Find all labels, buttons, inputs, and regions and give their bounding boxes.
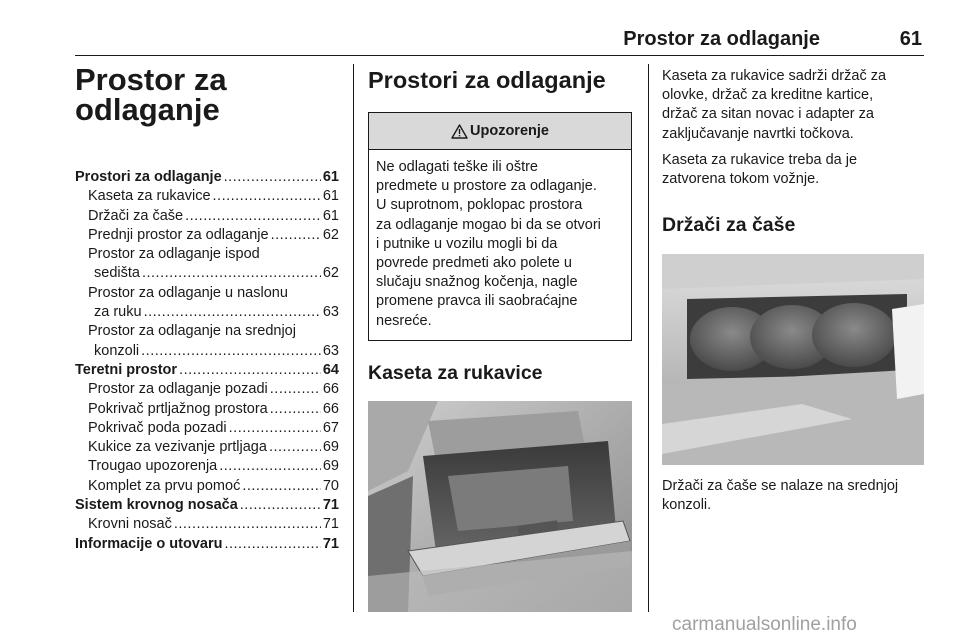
toc-entry-label: Prostori za odlaganje bbox=[75, 169, 222, 185]
toc-leader-dots bbox=[270, 381, 321, 397]
toc-leader-dots bbox=[174, 516, 321, 532]
toc-entry-label: sedišta bbox=[94, 265, 140, 282]
text-line: Kaseta za rukavice sadrži držač za bbox=[662, 68, 887, 84]
toc-entry-label: Prednji prostor za odlaganje bbox=[88, 226, 269, 243]
warning-label: Upozorenje bbox=[470, 123, 549, 139]
toc-leader-dots bbox=[219, 458, 321, 474]
watermark: carmanualsonline.info bbox=[672, 614, 857, 635]
toc-leader-dots bbox=[229, 420, 321, 436]
warning-text-line: U suprotnom, poklopac prostora bbox=[376, 197, 583, 214]
text-line: zaključavanje navrtki točkova. bbox=[662, 125, 854, 142]
toc-entry-page: 66 bbox=[322, 400, 339, 417]
toc-entry-label: Pokrivač prtljažnog prostora bbox=[88, 400, 268, 417]
toc-leader-dots bbox=[240, 497, 321, 513]
toc-entry-page: 61 bbox=[322, 169, 339, 185]
toc-entry-page: 70 bbox=[322, 477, 339, 494]
toc-entry-page: 71 bbox=[322, 516, 339, 533]
glovebox-title: Kaseta za rukavice bbox=[368, 361, 543, 384]
page-number: 61 bbox=[899, 28, 922, 50]
toc-entry[interactable] bbox=[75, 169, 339, 188]
toc-entry[interactable] bbox=[75, 420, 339, 439]
toc-entry-label: Krovni nosač bbox=[88, 516, 172, 533]
toc-entry-label: Prostor za odlaganje pozadi bbox=[88, 381, 268, 398]
header-rule bbox=[75, 55, 924, 56]
text-line: držač za sitan novac i adapter za bbox=[662, 106, 874, 123]
toc-entry-label: Prostor za odlaganje u naslonu bbox=[88, 284, 288, 301]
toc-entry[interactable] bbox=[75, 343, 339, 362]
warning-header bbox=[369, 113, 631, 150]
toc-leader-dots bbox=[144, 304, 321, 320]
toc-entry[interactable] bbox=[75, 516, 339, 535]
caption-line: konzoli. bbox=[662, 497, 712, 514]
toc-entry[interactable] bbox=[75, 208, 339, 227]
toc-entry-label: Držači za čaše bbox=[88, 207, 184, 224]
toc-entry[interactable] bbox=[75, 323, 339, 342]
warning-text-line: promene pravca ili saobraćajne bbox=[376, 293, 578, 310]
right-column bbox=[662, 67, 924, 516]
toc-entry-label: Teretni prostor bbox=[75, 361, 178, 378]
cupholders-caption bbox=[662, 477, 924, 515]
toc-leader-dots bbox=[269, 439, 321, 455]
toc-entry-label: Trougao upozorenja bbox=[88, 458, 218, 475]
toc-entry-page: 62 bbox=[322, 226, 339, 243]
toc-entry[interactable] bbox=[75, 401, 339, 420]
toc-leader-dots bbox=[224, 536, 320, 552]
text-line: olovke, držač za kreditne kartice, bbox=[662, 87, 874, 104]
warning-text-line: i putnike u vozilu mogli bi da bbox=[376, 235, 558, 252]
toc-leader-dots bbox=[142, 265, 321, 281]
toc-entry-page: 66 bbox=[322, 381, 339, 398]
toc-entry-page: 69 bbox=[322, 458, 339, 475]
toc-entry[interactable] bbox=[75, 497, 339, 516]
warning-text-line: nesreće. bbox=[376, 312, 432, 329]
toc-leader-dots bbox=[185, 208, 321, 224]
warning-text-line: predmete u prostore za odlaganje. bbox=[376, 178, 597, 195]
toc-entry[interactable] bbox=[75, 227, 339, 246]
toc-entry-page: 64 bbox=[322, 361, 339, 378]
chapter-column bbox=[75, 62, 339, 555]
toc-leader-dots bbox=[179, 362, 321, 378]
column-divider-left bbox=[353, 64, 354, 612]
warning-text bbox=[369, 150, 631, 340]
column-divider-right bbox=[648, 64, 649, 612]
toc-entry-page: 71 bbox=[322, 497, 339, 514]
toc-entry[interactable] bbox=[75, 265, 339, 284]
toc-entry-label: Kukice za vezivanje prtljaga bbox=[88, 439, 267, 456]
warning-triangle-icon bbox=[451, 124, 468, 139]
toc-entry-page: 61 bbox=[322, 207, 339, 224]
toc-entry[interactable] bbox=[75, 285, 339, 304]
cupholders-photo bbox=[662, 254, 924, 465]
glovebox-contents-text bbox=[662, 67, 924, 144]
middle-column bbox=[368, 65, 632, 612]
toc-entry-label: Pokrivač poda pozadi bbox=[88, 419, 227, 436]
toc-entry-label: Prostor za odlaganje ispod bbox=[88, 246, 260, 263]
toc-leader-dots bbox=[213, 188, 321, 204]
toc-entry-label: konzoli bbox=[94, 342, 140, 359]
toc-entry[interactable] bbox=[75, 439, 339, 458]
toc-leader-dots bbox=[270, 401, 321, 417]
toc-entry[interactable] bbox=[75, 458, 339, 477]
toc-leader-dots bbox=[271, 227, 321, 243]
warning-text-line: za odlaganje mogao bi da se otvori bbox=[376, 216, 601, 233]
glovebox-photo bbox=[368, 401, 632, 612]
chapter-title: Prostor za odlaganje bbox=[75, 62, 227, 127]
warning-text-line: slučaju snažnog kočenja, nagle bbox=[376, 274, 578, 291]
cupholders-title: Držači za čaše bbox=[662, 214, 796, 237]
toc-entry-label: Komplet za prvu pomoć bbox=[88, 477, 241, 494]
toc-entry-page: 61 bbox=[322, 188, 339, 205]
toc-entry[interactable] bbox=[75, 304, 339, 323]
toc-leader-dots bbox=[242, 478, 321, 494]
toc-entry[interactable] bbox=[75, 246, 339, 265]
toc-entry-page: 62 bbox=[322, 265, 339, 282]
toc-entry-label: Kaseta za rukavice bbox=[88, 188, 211, 205]
warning-text-line: Ne odlagati teške ili oštre bbox=[376, 159, 538, 175]
section-title: Prostori za odlaganje bbox=[368, 67, 606, 93]
text-line: zatvorena tokom vožnje. bbox=[662, 171, 820, 188]
toc-entry-page: 71 bbox=[322, 535, 339, 552]
table-of-contents bbox=[75, 169, 339, 555]
text-line: Kaseta za rukavice treba da je bbox=[662, 151, 858, 168]
toc-entry-label: Sistem krovnog nosača bbox=[75, 497, 238, 514]
toc-entry-label: za ruku bbox=[94, 304, 142, 321]
caption-line: Držači za čaše se nalaze na srednjoj bbox=[662, 478, 899, 495]
toc-entry[interactable] bbox=[75, 536, 339, 555]
toc-entry-page: 67 bbox=[322, 419, 339, 436]
toc-entry-page: 63 bbox=[322, 304, 339, 321]
warning-box bbox=[368, 112, 632, 341]
toc-leader-dots bbox=[224, 169, 321, 185]
toc-entry-page: 63 bbox=[322, 342, 339, 359]
toc-entry[interactable] bbox=[75, 362, 339, 381]
glovebox-closed-text bbox=[662, 151, 924, 189]
toc-entry[interactable] bbox=[75, 188, 339, 207]
toc-leader-dots bbox=[141, 343, 321, 359]
toc-entry[interactable] bbox=[75, 478, 339, 497]
toc-entry[interactable] bbox=[75, 381, 339, 400]
toc-entry-label: Informacije o utovaru bbox=[75, 535, 223, 552]
warning-text-line: povrede predmeti ako polete u bbox=[376, 255, 572, 272]
toc-entry-page: 69 bbox=[322, 439, 339, 456]
toc-entry-label: Prostor za odlaganje na srednjoj bbox=[88, 323, 296, 340]
running-header-title: Prostor za odlaganje bbox=[623, 28, 820, 50]
